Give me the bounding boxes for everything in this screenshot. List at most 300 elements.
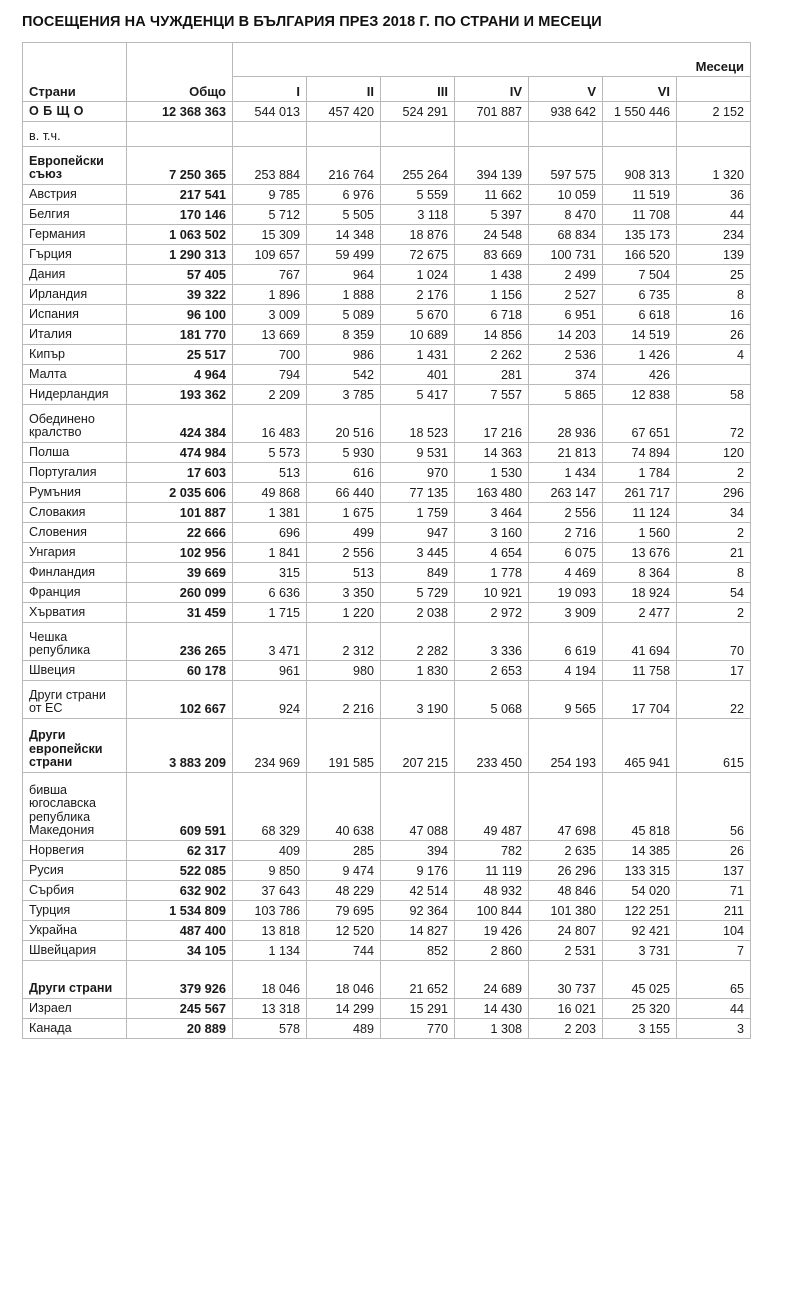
row-month-value: 18 046 — [233, 961, 307, 999]
row-month-value: 542 — [307, 365, 381, 385]
row-month-value: 2 216 — [307, 681, 381, 719]
row-month-value: 2 531 — [529, 941, 603, 961]
row-country-label: Полша — [23, 443, 127, 463]
row-month-value: 616 — [307, 463, 381, 483]
row-month-value: 45 818 — [603, 773, 677, 841]
row-country-label: Дания — [23, 265, 127, 285]
row-month-value: 5 670 — [381, 305, 455, 325]
row-country-label: Испания — [23, 305, 127, 325]
row-month-value: 15 309 — [233, 225, 307, 245]
row-month-value: 13 676 — [603, 543, 677, 563]
row-country-label: Канада — [23, 1019, 127, 1039]
row-total-value: 39 322 — [127, 285, 233, 305]
row-month-value: 489 — [307, 1019, 381, 1039]
row-total-value: 39 669 — [127, 563, 233, 583]
column-header-countries: Страни — [23, 43, 127, 102]
row-country-label: Малта — [23, 365, 127, 385]
row-month-value: 6 735 — [603, 285, 677, 305]
row-total-value: 3 883 209 — [127, 719, 233, 773]
row-country-label: Обединено кралство — [23, 405, 127, 443]
row-month-value: 2 972 — [455, 603, 529, 623]
row-month-value: 615 — [677, 719, 751, 773]
row-month-value: 211 — [677, 901, 751, 921]
row-country-label: Русия — [23, 861, 127, 881]
column-header-month-2: II — [307, 77, 381, 102]
row-country-label: Други европейски страни — [23, 719, 127, 773]
row-total-value: 62 317 — [127, 841, 233, 861]
row-month-value: 120 — [677, 443, 751, 463]
statistics-table — [22, 42, 751, 1039]
row-month-value — [677, 365, 751, 385]
row-total-value: 1 063 502 — [127, 225, 233, 245]
row-month-value: 285 — [307, 841, 381, 861]
row-country-label: Гърция — [23, 245, 127, 265]
row-country-label: Италия — [23, 325, 127, 345]
row-month-value: 374 — [529, 365, 603, 385]
row-month-value: 782 — [455, 841, 529, 861]
table-row — [23, 205, 751, 225]
row-month-value: 924 — [233, 681, 307, 719]
row-total-value: 57 405 — [127, 265, 233, 285]
row-month-value: 166 520 — [603, 245, 677, 265]
row-country-label: Турция — [23, 901, 127, 921]
row-month-value: 3 350 — [307, 583, 381, 603]
row-month-value: 513 — [307, 563, 381, 583]
statistics-table-container — [0, 42, 800, 1039]
row-total-value: 17 603 — [127, 463, 233, 483]
row-month-value: 578 — [233, 1019, 307, 1039]
row-month-value: 21 652 — [381, 961, 455, 999]
row-month-value: 15 291 — [381, 999, 455, 1019]
row-month-value: 5 930 — [307, 443, 381, 463]
row-month-value: 14 827 — [381, 921, 455, 941]
row-month-value: 794 — [233, 365, 307, 385]
row-month-value: 234 969 — [233, 719, 307, 773]
row-month-value: 947 — [381, 523, 455, 543]
row-month-value: 8 — [677, 285, 751, 305]
row-month-value: 5 417 — [381, 385, 455, 405]
row-month-value: 499 — [307, 523, 381, 543]
row-month-value: 16 483 — [233, 405, 307, 443]
table-row — [23, 999, 751, 1019]
row-month-value: 54 — [677, 583, 751, 603]
page-title: ПОСЕЩЕНИЯ НА ЧУЖДЕНЦИ В БЪЛГАРИЯ ПРЕЗ 2018 Г. ПО СТРАНИ И МЕСЕЦИ — [22, 14, 602, 30]
row-month-value: 908 313 — [603, 147, 677, 185]
row-month-value: 1 381 — [233, 503, 307, 523]
row-month-value: 1 438 — [455, 265, 529, 285]
row-month-value: 2 282 — [381, 623, 455, 661]
row-total-value: 487 400 — [127, 921, 233, 941]
row-country-label: Други страни — [23, 961, 127, 999]
row-total-value: 22 666 — [127, 523, 233, 543]
row-month-value: 104 — [677, 921, 751, 941]
row-month-value: 10 689 — [381, 325, 455, 345]
row-month-value: 597 575 — [529, 147, 603, 185]
row-country-label: Украйна — [23, 921, 127, 941]
row-month-value: 11 662 — [455, 185, 529, 205]
row-month-value: 1 156 — [455, 285, 529, 305]
row-total-value: 96 100 — [127, 305, 233, 325]
row-month-value: 2 499 — [529, 265, 603, 285]
row-total-value: 193 362 — [127, 385, 233, 405]
table-header-row-top — [23, 43, 751, 77]
row-month-value: 26 — [677, 841, 751, 861]
row-month-value: 2 536 — [529, 345, 603, 365]
table-row — [23, 841, 751, 861]
table-row — [23, 961, 751, 999]
table-row — [23, 443, 751, 463]
row-month-value: 11 119 — [455, 861, 529, 881]
row-total-value: 245 567 — [127, 999, 233, 1019]
row-month-value: 2 262 — [455, 345, 529, 365]
row-month-value: 1 134 — [233, 941, 307, 961]
row-month-value: 2 176 — [381, 285, 455, 305]
row-month-value: 234 — [677, 225, 751, 245]
row-month-value: 24 689 — [455, 961, 529, 999]
row-month-value — [603, 122, 677, 147]
column-header-month-1: I — [233, 77, 307, 102]
row-month-value: 16 021 — [529, 999, 603, 1019]
row-month-value: 5 397 — [455, 205, 529, 225]
row-month-value: 254 193 — [529, 719, 603, 773]
row-total-value: 7 250 365 — [127, 147, 233, 185]
row-month-value: 2 203 — [529, 1019, 603, 1039]
row-month-value: 36 — [677, 185, 751, 205]
row-country-label: Други страни от ЕС — [23, 681, 127, 719]
row-month-value: 17 704 — [603, 681, 677, 719]
row-country-label: Нидерландия — [23, 385, 127, 405]
row-month-value: 42 514 — [381, 881, 455, 901]
row-month-value: 191 585 — [307, 719, 381, 773]
row-country-label: Австрия — [23, 185, 127, 205]
row-month-value: 70 — [677, 623, 751, 661]
row-month-value: 426 — [603, 365, 677, 385]
row-month-value: 315 — [233, 563, 307, 583]
row-month-value: 3 190 — [381, 681, 455, 719]
row-month-value: 10 059 — [529, 185, 603, 205]
row-month-value: 14 385 — [603, 841, 677, 861]
table-row — [23, 921, 751, 941]
table-row — [23, 901, 751, 921]
row-month-value: 3 — [677, 1019, 751, 1039]
row-month-value: 696 — [233, 523, 307, 543]
row-month-value: 3 731 — [603, 941, 677, 961]
table-row — [23, 623, 751, 661]
row-month-value: 1 024 — [381, 265, 455, 285]
row-country-label: Румъния — [23, 483, 127, 503]
row-month-value: 9 474 — [307, 861, 381, 881]
row-country-label: Швеция — [23, 661, 127, 681]
row-month-value: 2 — [677, 463, 751, 483]
row-month-value: 6 075 — [529, 543, 603, 563]
row-month-value: 961 — [233, 661, 307, 681]
row-total-value: 217 541 — [127, 185, 233, 205]
row-month-value: 14 348 — [307, 225, 381, 245]
table-row — [23, 523, 751, 543]
row-month-value: 1 778 — [455, 563, 529, 583]
table-row — [23, 385, 751, 405]
row-month-value: 5 573 — [233, 443, 307, 463]
table-row — [23, 245, 751, 265]
row-month-value: 56 — [677, 773, 751, 841]
row-month-value: 26 296 — [529, 861, 603, 881]
row-month-value: 2 — [677, 603, 751, 623]
row-country-label: бивша югославска република Македония — [23, 773, 127, 841]
row-month-value: 49 868 — [233, 483, 307, 503]
row-month-value: 5 865 — [529, 385, 603, 405]
row-country-label: Белгия — [23, 205, 127, 225]
row-month-value: 11 708 — [603, 205, 677, 225]
row-month-value: 296 — [677, 483, 751, 503]
row-month-value: 3 009 — [233, 305, 307, 325]
row-month-value: 253 884 — [233, 147, 307, 185]
row-month-value: 19 093 — [529, 583, 603, 603]
table-row — [23, 265, 751, 285]
row-country-label: Унгария — [23, 543, 127, 563]
row-month-value: 14 363 — [455, 443, 529, 463]
table-row — [23, 305, 751, 325]
row-month-value: 261 717 — [603, 483, 677, 503]
table-row — [23, 285, 751, 305]
row-month-value: 986 — [307, 345, 381, 365]
row-month-value: 68 834 — [529, 225, 603, 245]
row-month-value: 5 505 — [307, 205, 381, 225]
row-month-value: 207 215 — [381, 719, 455, 773]
row-month-value: 58 — [677, 385, 751, 405]
row-total-value: 60 178 — [127, 661, 233, 681]
row-month-value: 10 921 — [455, 583, 529, 603]
row-month-value: 1 841 — [233, 543, 307, 563]
row-country-label: Франция — [23, 583, 127, 603]
row-month-value: 49 487 — [455, 773, 529, 841]
row-country-label: Израел — [23, 999, 127, 1019]
row-total-value: 424 384 — [127, 405, 233, 443]
row-month-value: 137 — [677, 861, 751, 881]
row-month-value: 2 556 — [307, 543, 381, 563]
row-month-value: 1 320 — [677, 147, 751, 185]
row-month-value: 3 336 — [455, 623, 529, 661]
row-total-value: 609 591 — [127, 773, 233, 841]
row-month-value: 14 299 — [307, 999, 381, 1019]
table-row — [23, 563, 751, 583]
row-month-value: 13 818 — [233, 921, 307, 941]
table-body — [23, 102, 751, 1039]
row-country-label: Норвегия — [23, 841, 127, 861]
row-month-value: 1 530 — [455, 463, 529, 483]
row-month-value: 133 315 — [603, 861, 677, 881]
row-month-value: 12 838 — [603, 385, 677, 405]
row-month-value: 2 860 — [455, 941, 529, 961]
row-month-value: 5 559 — [381, 185, 455, 205]
row-country-label: Сърбия — [23, 881, 127, 901]
row-month-value: 48 932 — [455, 881, 529, 901]
row-total-value: 4 964 — [127, 365, 233, 385]
row-month-value: 970 — [381, 463, 455, 483]
row-country-label: Кипър — [23, 345, 127, 365]
table-row — [23, 185, 751, 205]
row-country-label: Германия — [23, 225, 127, 245]
row-month-value: 25 — [677, 265, 751, 285]
row-month-value: 3 118 — [381, 205, 455, 225]
row-month-value: 16 — [677, 305, 751, 325]
table-row — [23, 345, 751, 365]
row-month-value: 1 675 — [307, 503, 381, 523]
row-month-value: 72 675 — [381, 245, 455, 265]
row-month-value: 8 — [677, 563, 751, 583]
row-month-value: 6 976 — [307, 185, 381, 205]
row-month-value: 3 471 — [233, 623, 307, 661]
row-month-value: 66 440 — [307, 483, 381, 503]
table-row — [23, 225, 751, 245]
row-month-value: 47 698 — [529, 773, 603, 841]
row-month-value: 3 785 — [307, 385, 381, 405]
row-month-value: 77 135 — [381, 483, 455, 503]
row-month-value: 409 — [233, 841, 307, 861]
row-month-value: 65 — [677, 961, 751, 999]
table-row — [23, 102, 751, 122]
row-month-value: 6 636 — [233, 583, 307, 603]
row-month-value: 11 519 — [603, 185, 677, 205]
row-total-value: 474 984 — [127, 443, 233, 463]
row-country-label: Хърватия — [23, 603, 127, 623]
table-row — [23, 861, 751, 881]
row-month-value: 1 426 — [603, 345, 677, 365]
row-month-value: 41 694 — [603, 623, 677, 661]
table-row — [23, 719, 751, 773]
row-month-value: 5 712 — [233, 205, 307, 225]
row-month-value: 19 426 — [455, 921, 529, 941]
row-month-value: 135 173 — [603, 225, 677, 245]
row-month-value: 8 470 — [529, 205, 603, 225]
row-total-value: 20 889 — [127, 1019, 233, 1039]
row-total-value: 260 099 — [127, 583, 233, 603]
row-total-value: 170 146 — [127, 205, 233, 225]
row-month-value: 4 654 — [455, 543, 529, 563]
row-month-value: 17 216 — [455, 405, 529, 443]
row-month-value: 513 — [233, 463, 307, 483]
row-month-value: 18 046 — [307, 961, 381, 999]
row-month-value: 980 — [307, 661, 381, 681]
row-month-value: 6 718 — [455, 305, 529, 325]
row-month-value: 139 — [677, 245, 751, 265]
row-country-label: Португалия — [23, 463, 127, 483]
table-row — [23, 405, 751, 443]
row-month-value: 122 251 — [603, 901, 677, 921]
table-row — [23, 661, 751, 681]
row-month-value: 524 291 — [381, 102, 455, 122]
row-month-value: 92 364 — [381, 901, 455, 921]
row-month-value — [233, 122, 307, 147]
row-month-value: 26 — [677, 325, 751, 345]
row-month-value: 48 846 — [529, 881, 603, 901]
row-total-value: 2 035 606 — [127, 483, 233, 503]
column-header-month-7 — [677, 77, 751, 102]
row-month-value: 9 176 — [381, 861, 455, 881]
row-month-value: 3 464 — [455, 503, 529, 523]
row-month-value: 1 715 — [233, 603, 307, 623]
row-month-value: 1 888 — [307, 285, 381, 305]
row-total-value: 12 368 363 — [127, 102, 233, 122]
row-total-value: 1 534 809 — [127, 901, 233, 921]
row-month-value: 1 896 — [233, 285, 307, 305]
row-month-value: 465 941 — [603, 719, 677, 773]
row-month-value: 9 531 — [381, 443, 455, 463]
row-month-value: 1 308 — [455, 1019, 529, 1039]
row-country-label: в. т.ч. — [23, 122, 127, 147]
row-month-value: 12 520 — [307, 921, 381, 941]
row-month-value: 3 445 — [381, 543, 455, 563]
row-month-value: 1 784 — [603, 463, 677, 483]
row-month-value: 394 139 — [455, 147, 529, 185]
row-month-value: 2 477 — [603, 603, 677, 623]
row-month-value: 1 550 446 — [603, 102, 677, 122]
row-month-value: 44 — [677, 999, 751, 1019]
row-month-value: 54 020 — [603, 881, 677, 901]
table-row — [23, 325, 751, 345]
row-month-value: 7 — [677, 941, 751, 961]
row-country-label: Финландия — [23, 563, 127, 583]
row-month-value: 59 499 — [307, 245, 381, 265]
row-month-value: 6 618 — [603, 305, 677, 325]
row-month-value — [529, 122, 603, 147]
row-month-value: 9 565 — [529, 681, 603, 719]
row-month-value: 48 229 — [307, 881, 381, 901]
row-month-value: 79 695 — [307, 901, 381, 921]
row-month-value: 1 560 — [603, 523, 677, 543]
row-month-value: 2 653 — [455, 661, 529, 681]
row-month-value: 394 — [381, 841, 455, 861]
column-header-month-4: IV — [455, 77, 529, 102]
row-month-value: 28 936 — [529, 405, 603, 443]
row-month-value: 67 651 — [603, 405, 677, 443]
row-month-value: 109 657 — [233, 245, 307, 265]
row-month-value: 71 — [677, 881, 751, 901]
row-month-value: 72 — [677, 405, 751, 443]
table-row — [23, 583, 751, 603]
row-month-value: 544 013 — [233, 102, 307, 122]
row-month-value: 37 643 — [233, 881, 307, 901]
row-total-value: 522 085 — [127, 861, 233, 881]
row-month-value: 9 785 — [233, 185, 307, 205]
row-month-value: 18 924 — [603, 583, 677, 603]
row-month-value: 13 669 — [233, 325, 307, 345]
row-month-value: 11 758 — [603, 661, 677, 681]
row-month-value: 6 951 — [529, 305, 603, 325]
table-row — [23, 543, 751, 563]
row-month-value: 30 737 — [529, 961, 603, 999]
row-country-label: Чешка република — [23, 623, 127, 661]
row-total-value: 236 265 — [127, 623, 233, 661]
row-month-value: 20 516 — [307, 405, 381, 443]
row-total-value — [127, 122, 233, 147]
column-header-month-5: V — [529, 77, 603, 102]
row-month-value: 3 160 — [455, 523, 529, 543]
row-month-value: 2 716 — [529, 523, 603, 543]
row-month-value: 852 — [381, 941, 455, 961]
row-country-label: Словакия — [23, 503, 127, 523]
row-month-value: 13 318 — [233, 999, 307, 1019]
row-month-value: 7 504 — [603, 265, 677, 285]
row-month-value: 744 — [307, 941, 381, 961]
row-month-value: 3 909 — [529, 603, 603, 623]
row-month-value: 1 759 — [381, 503, 455, 523]
row-total-value: 1 290 313 — [127, 245, 233, 265]
row-month-value — [677, 122, 751, 147]
row-total-value: 632 902 — [127, 881, 233, 901]
table-header — [23, 43, 751, 102]
row-month-value: 2 209 — [233, 385, 307, 405]
table-row — [23, 941, 751, 961]
